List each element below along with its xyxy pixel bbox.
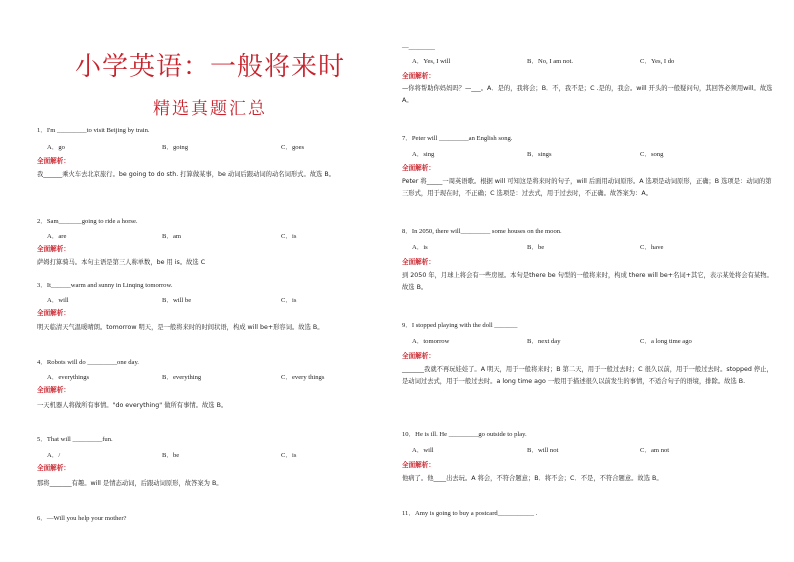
option-a: A．is [412,244,428,251]
option-c: C．a long time ago [640,338,692,345]
analysis-text: Peter 将_____一周英语歌。根据 will 可知这是将来时的句子，will 后面用动词原形。A 选项是动词原形，正确；B 选项是：动词的第三形式，用于现在时，不正确；C 选项是：过去式，用于过去时，不正确。故答案为：A。 [402,178,772,197]
option-b: B．next day [527,338,561,345]
option-c: C．goes [281,144,305,151]
analysis-text: 我______乘火车去北京旅行。be going to do sth. 打算做某事，be 动词后跟动词的动名词形式。故选 B。 [37,171,335,178]
options-row [402,337,774,347]
option-b: B．going [162,144,189,151]
option-c: C．every things [281,374,325,381]
analysis-label: 全面解析： [402,72,435,80]
options-row [402,150,774,160]
option-a: A．will [47,297,69,304]
options-row [37,232,357,242]
question-stem: 6．—Will you help your mother? [37,515,127,522]
option-a: A．sing [412,151,435,158]
options-row [37,296,357,306]
question-stem: 4．Robots will do _________one day. [37,359,139,366]
analysis-text: 那将_______有趣。will 是情态动词，后跟动词原形，故答案为 B。 [37,480,223,487]
option-c: C．is [281,233,297,240]
option-c: C．Yes, I do [640,58,675,65]
option-a: A．tomorrow [412,338,450,345]
option-a: A．Yes, I will [412,58,451,65]
option-a: A．are [47,233,67,240]
options-row [402,57,774,67]
option-c: C．song [640,151,664,158]
option-b: B．sings [527,151,552,158]
option-b: B．will not [527,447,559,454]
option-a: A．go [47,144,65,151]
option-b: B．will be [162,297,192,304]
options-row [37,373,357,383]
option-a: A．will [412,447,434,454]
analysis-label: 全面解析： [402,352,435,360]
option-b: B．No, I am not. [527,58,573,65]
analysis-text: 明天临清天气温暖晴朗。tomorrow 明天，是一般将来时的时间状语，构成 will be+形容词。故选 B。 [37,324,324,331]
option-c: C．have [640,244,664,251]
options-row [37,451,357,461]
option-c: C．is [281,452,297,459]
analysis-label: 全面解析： [402,164,435,172]
question-stem: 11．Amy is going to buy a postcard___________ . [402,510,538,517]
option-a: A．/ [47,452,61,459]
analysis-label: 全面解析： [402,258,435,266]
options-row [37,143,357,153]
analysis-label: 全面解析： [37,309,70,317]
analysis-text: 一天机器人将做所有事情。"do everything" 做所有事情。故选 B。 [37,402,228,409]
page-title: 小学英语：一般将来时 [74,52,345,82]
question-stem: 3．It______warm and sunny in Linqing tomorrow. [37,282,173,289]
analysis-text: 到 2050 年，月球上将会有一些房屋。本句是there be 句型的一般将来时，构成 there will be+名词+其它，表示某处将会有某物。故选 B。 [402,272,773,291]
question-stem: 2．Sam_______going to ride a horse. [37,218,138,225]
analysis-text: 萨姆打算骑马。本句主语是第三人称单数，be 用 is。故选 C [37,259,206,266]
analysis-text: —你将帮助你妈妈吗？—___。A．是的，我将会；B．不，我不是；C .是的，我会。will 开头的一般疑问句，其回答必须用will。故选 A。 [402,85,773,104]
option-b: B．everything [162,374,202,381]
option-b: B．be [527,244,545,251]
page-subtitle: 精选真题汇总 [153,99,267,119]
analysis-label: 全面解析： [37,157,70,165]
analysis-text: _______我就不再玩娃娃了。A 明天，用于一般将来时；B 第二天，用于一般过去时；C 很久以前，用于一般过去时。stopped 停止，是动词过去式，用于一般过去时。a long time ago 一般用于描述很久以前发生的事情，不适合句子的语境，排除。故选 B. [402,366,773,385]
analysis-label: 全面解析： [37,245,70,253]
option-a: A．everythings [47,374,90,381]
option-c: C．am not [640,447,670,454]
question-stem: 10．He is ill. He _________go outside to play. [402,431,527,438]
option-b: B．be [162,452,180,459]
options-row [402,243,774,253]
question-stem: 1．I'm _________to visit Beijing by train. [37,127,150,134]
options-row [402,446,774,456]
question-stem: 9．I stopped playing with the doll _______ [402,322,518,329]
option-c: C．is [281,297,297,304]
analysis-label: 全面解析： [37,386,70,394]
question-stem: 8．In 2050, there will_________ some houses on the moon. [402,228,562,235]
question-stem: 7．Peter will _________an English song. [402,135,513,142]
analysis-text: 他病了。他____出去玩。A 将会，不符合题意；B．将不会；C．不是，不符合题意。故选 B。 [402,475,663,482]
question-stem: —________ [402,44,435,51]
analysis-label: 全面解析： [402,461,435,469]
analysis-label: 全面解析： [37,464,70,472]
option-b: B．am [162,233,182,240]
question-stem: 5．That will _________fun. [37,436,113,443]
